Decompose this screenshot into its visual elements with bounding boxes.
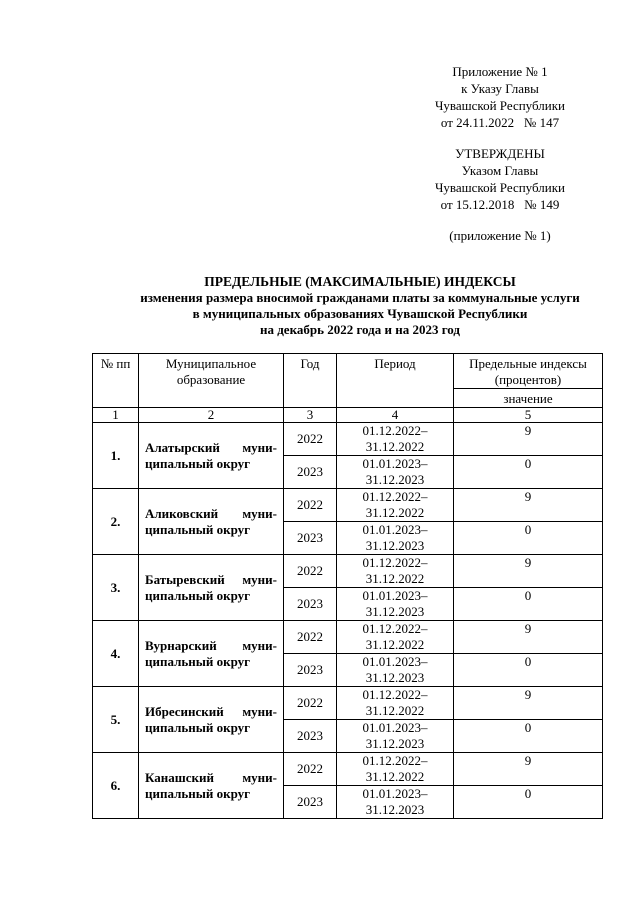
row-number: 4.: [93, 621, 139, 687]
year-cell: 2022: [284, 489, 337, 522]
period-cell: 01.12.2022–31.12.2022: [337, 753, 454, 786]
row-number: 5.: [93, 687, 139, 753]
index-value: 0: [454, 588, 603, 621]
period-cell: 01.01.2023–31.12.2023: [337, 588, 454, 621]
appendix-reference: [400, 63, 600, 131]
index-value: 0: [454, 456, 603, 489]
municipality-name: Вурнарский муни-ципальный округ: [139, 621, 284, 687]
approval-line: Указом Главы: [461, 163, 539, 178]
year-cell: 2023: [284, 786, 337, 819]
column-number: 2: [139, 408, 284, 423]
period-cell: 01.01.2023–31.12.2023: [337, 720, 454, 753]
index-value: 9: [454, 555, 603, 588]
header-indices: Предельные индексы (процентов): [454, 354, 603, 389]
document-title: [60, 274, 640, 338]
period-cell: 01.01.2023–31.12.2023: [337, 654, 454, 687]
row-number: 2.: [93, 489, 139, 555]
period-cell: 01.01.2023–31.12.2023: [337, 522, 454, 555]
appendix-note: (приложение № 1): [449, 228, 551, 243]
header-number: № пп: [93, 354, 139, 408]
year-cell: 2022: [284, 423, 337, 456]
column-number: 1: [93, 408, 139, 423]
period-cell: 01.12.2022–31.12.2022: [337, 621, 454, 654]
table-row: [93, 489, 603, 522]
header-period: Период: [337, 354, 454, 408]
column-number: 3: [284, 408, 337, 423]
municipality-name: Ибресинский муни-ципальный округ: [139, 687, 284, 753]
header-year: Год: [284, 354, 337, 408]
appendix-line: от 24.11.2022 № 147: [440, 115, 560, 130]
period-cell: 01.12.2022–31.12.2022: [337, 489, 454, 522]
title-main: ПРЕДЕЛЬНЫЕ (МАКСИМАЛЬНЫЕ) ИНДЕКСЫ: [204, 274, 516, 289]
index-value: 9: [454, 423, 603, 456]
period-cell: 01.12.2022–31.12.2022: [337, 555, 454, 588]
year-cell: 2023: [284, 522, 337, 555]
index-value: 0: [454, 786, 603, 819]
year-cell: 2023: [284, 588, 337, 621]
title-line: на декабрь 2022 года и на 2023 год: [259, 322, 461, 337]
period-cell: 01.01.2023–31.12.2023: [337, 786, 454, 819]
table-row: [93, 621, 603, 654]
municipality-name: Батыревский муни-ципальный округ: [139, 555, 284, 621]
table-header-row: [93, 354, 603, 389]
index-value: 9: [454, 753, 603, 786]
period-cell: 01.01.2023–31.12.2023: [337, 456, 454, 489]
year-cell: 2023: [284, 654, 337, 687]
year-cell: 2022: [284, 621, 337, 654]
year-cell: 2022: [284, 555, 337, 588]
approval-reference: [400, 145, 600, 213]
municipality-name: Канашский муни-ципальный округ: [139, 753, 284, 819]
table-row: [93, 555, 603, 588]
year-cell: 2023: [284, 720, 337, 753]
row-number: 6.: [93, 753, 139, 819]
column-number: 5: [454, 408, 603, 423]
year-cell: 2022: [284, 687, 337, 720]
row-number: 1.: [93, 423, 139, 489]
index-value: 9: [454, 489, 603, 522]
table-row: [93, 687, 603, 720]
table-row: [93, 753, 603, 786]
appendix-line: Чувашской Республики: [434, 98, 566, 113]
index-value: 9: [454, 621, 603, 654]
approval-line: УТВЕРЖДЕНЫ: [455, 146, 545, 161]
appendix-line: Приложение № 1: [452, 64, 548, 79]
row-number: 3.: [93, 555, 139, 621]
year-cell: 2022: [284, 753, 337, 786]
index-value: 0: [454, 720, 603, 753]
title-line: изменения размера вносимой гражданами платы за коммунальные услуги: [140, 290, 580, 305]
table-row: [93, 423, 603, 456]
column-number-row: [93, 408, 603, 423]
appendix-line: к Указу Главы: [461, 81, 539, 96]
index-value: 0: [454, 654, 603, 687]
index-value: 9: [454, 687, 603, 720]
title-line: в муниципальных образованиях Чувашской Республики: [192, 306, 528, 321]
year-cell: 2023: [284, 456, 337, 489]
municipality-name: Аликовский муни-ципальный округ: [139, 489, 284, 555]
municipality-name: Алатырский муни-ципальный округ: [139, 423, 284, 489]
header-municipality: Муниципальное образование: [139, 354, 284, 408]
indices-table: [92, 353, 603, 819]
period-cell: 01.12.2022–31.12.2022: [337, 423, 454, 456]
index-value: 0: [454, 522, 603, 555]
header-value: значение: [454, 389, 603, 408]
approval-line: от 15.12.2018 № 149: [440, 197, 560, 212]
column-number: 4: [337, 408, 454, 423]
period-cell: 01.12.2022–31.12.2022: [337, 687, 454, 720]
approval-line: Чувашской Республики: [434, 180, 566, 195]
